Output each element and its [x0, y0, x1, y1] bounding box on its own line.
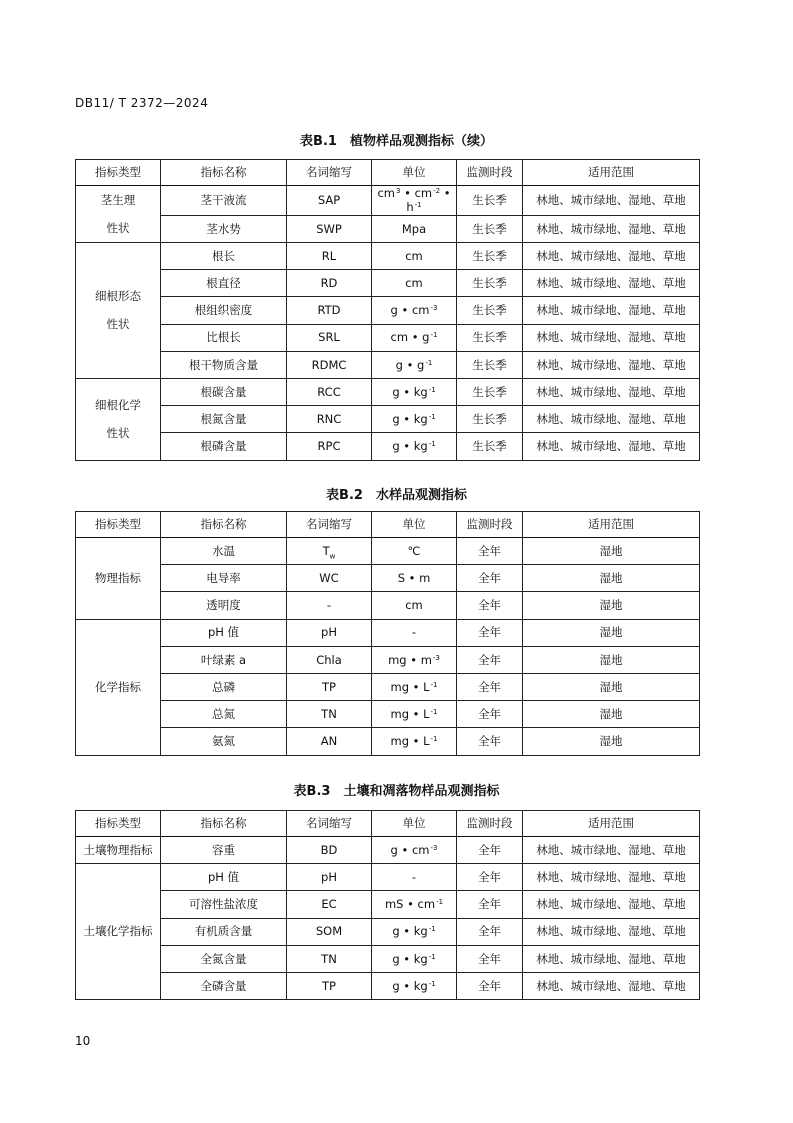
cell-monitoring-period: 全年: [457, 945, 523, 972]
cell-unit: ℃: [372, 538, 457, 565]
cell-monitoring-period: 全年: [457, 673, 523, 700]
cell-abbreviation: RTD: [287, 297, 372, 324]
table-row: [76, 945, 700, 972]
column-header: 监测时段: [457, 512, 523, 538]
column-header: 适用范围: [523, 811, 700, 837]
unit-exponent: -1: [428, 413, 436, 422]
cell-category: 土壤物理指标: [76, 837, 161, 864]
cell-unit: cm: [372, 270, 457, 297]
cell-abbreviation: TN: [287, 701, 372, 728]
table-row: [76, 406, 700, 433]
column-header: 指标名称: [161, 512, 287, 538]
cell-indicator-name: 根干物质含量: [161, 351, 287, 378]
cell-abbreviation: pH: [287, 864, 372, 891]
cell-applicable-scope: 林地、城市绿地、湿地、草地: [523, 406, 700, 433]
cell-applicable-scope: 林地、城市绿地、湿地、草地: [523, 324, 700, 351]
cell-category: [76, 378, 161, 460]
cell-unit: g • $kg^{-1}$: [372, 972, 457, 999]
table-row: [76, 565, 700, 592]
cell-abbreviation: SAP: [287, 186, 372, 216]
cell-unit: g • $cm^{-3}$: [372, 837, 457, 864]
unit-exponent: -3: [430, 304, 438, 313]
cell-applicable-scope: 林地、城市绿地、湿地、草地: [523, 972, 700, 999]
cell-applicable-scope: 林地、城市绿地、湿地、草地: [523, 297, 700, 324]
cell-applicable-scope: 湿地: [523, 592, 700, 619]
unit-exponent: -1: [428, 385, 436, 394]
cell-monitoring-period: 全年: [457, 646, 523, 673]
cell-indicator-name: pH 值: [161, 864, 287, 891]
cell-unit: $cm^3$ • $cm^{-2}$ • $h^{-1}$: [372, 186, 457, 216]
cell-abbreviation: SOM: [287, 918, 372, 945]
column-header: 单位: [372, 160, 457, 186]
cell-abbreviation: SWP: [287, 215, 372, 242]
category-label: 细根化学 性状: [95, 398, 141, 441]
cell-applicable-scope: 林地、城市绿地、湿地、草地: [523, 378, 700, 405]
table-row: [76, 728, 700, 755]
cell-indicator-name: 可溶性盐浓度: [161, 891, 287, 918]
cell-applicable-scope: 林地、城市绿地、湿地、草地: [523, 918, 700, 945]
cell-unit: -: [372, 864, 457, 891]
cell-applicable-scope: 林地、城市绿地、湿地、草地: [523, 433, 700, 460]
cell-unit: g • $kg^{-1}$: [372, 945, 457, 972]
cell-indicator-name: 总氮: [161, 701, 287, 728]
cell-monitoring-period: 全年: [457, 538, 523, 565]
cell-applicable-scope: 湿地: [523, 701, 700, 728]
cell-unit: g • $kg^{-1}$: [372, 433, 457, 460]
table-header-row: [76, 160, 700, 186]
cell-unit: mg • $L^{-1}$: [372, 673, 457, 700]
cell-indicator-name: 有机质含量: [161, 918, 287, 945]
table-row: [76, 891, 700, 918]
cell-unit: g • $kg^{-1}$: [372, 406, 457, 433]
table-b2-title: 表B.2 水样品观测指标: [326, 488, 467, 503]
table-row: [76, 673, 700, 700]
column-header: 适用范围: [523, 512, 700, 538]
table-row: [76, 186, 700, 216]
cell-indicator-name: 根氮含量: [161, 406, 287, 433]
cell-category: 化学指标: [76, 619, 161, 755]
column-header: 名词缩写: [287, 811, 372, 837]
cell-unit: S • m: [372, 565, 457, 592]
abbreviation-subscript: w: [329, 552, 336, 561]
cell-abbreviation: BD: [287, 837, 372, 864]
table-row: [76, 918, 700, 945]
table-row: [76, 837, 700, 864]
column-header: 指标类型: [76, 811, 161, 837]
cell-monitoring-period: 全年: [457, 918, 523, 945]
table-header-row: [76, 512, 700, 538]
table-row: [76, 972, 700, 999]
unit-exponent: -1: [428, 979, 436, 988]
cell-unit: -: [372, 619, 457, 646]
cell-indicator-name: 茎干液流: [161, 186, 287, 216]
table-b2: [75, 511, 700, 756]
table-b1-title: 表B.1 植物样品观测指标（续）: [300, 134, 493, 149]
cell-unit: g • $g^{-1}$: [372, 351, 457, 378]
cell-indicator-name: 根组织密度: [161, 297, 287, 324]
category-label: 茎生理 性状: [100, 193, 136, 235]
cell-applicable-scope: 湿地: [523, 619, 700, 646]
cell-applicable-scope: 湿地: [523, 728, 700, 755]
cell-unit: cm • $g^{-1}$: [372, 324, 457, 351]
cell-indicator-name: 透明度: [161, 592, 287, 619]
cell-monitoring-period: 生长季: [457, 324, 523, 351]
column-header: 适用范围: [523, 160, 700, 186]
cell-abbreviation: RCC: [287, 378, 372, 405]
cell-applicable-scope: 林地、城市绿地、湿地、草地: [523, 351, 700, 378]
table-row: [76, 619, 700, 646]
cell-applicable-scope: 湿地: [523, 565, 700, 592]
cell-abbreviation: EC: [287, 891, 372, 918]
cell-indicator-name: 水温: [161, 538, 287, 565]
cell-abbreviation: RD: [287, 270, 372, 297]
cell-unit: cm: [372, 243, 457, 270]
unit-exponent: -1: [430, 331, 438, 340]
cell-indicator-name: 氨氮: [161, 728, 287, 755]
unit-exponent: -1: [425, 358, 433, 367]
unit-exponent: 3: [396, 187, 401, 196]
cell-applicable-scope: 湿地: [523, 673, 700, 700]
cell-monitoring-period: 生长季: [457, 297, 523, 324]
cell-applicable-scope: 林地、城市绿地、湿地、草地: [523, 891, 700, 918]
table-row: [76, 701, 700, 728]
table-row: [76, 215, 700, 242]
table-row: [76, 646, 700, 673]
cell-applicable-scope: 林地、城市绿地、湿地、草地: [523, 215, 700, 242]
cell-indicator-name: 电导率: [161, 565, 287, 592]
cell-monitoring-period: 生长季: [457, 270, 523, 297]
cell-category: 土壤化学指标: [76, 864, 161, 1000]
cell-applicable-scope: 林地、城市绿地、湿地、草地: [523, 864, 700, 891]
column-header: 指标类型: [76, 160, 161, 186]
cell-monitoring-period: 生长季: [457, 378, 523, 405]
page-number: 10: [75, 1034, 91, 1048]
cell-indicator-name: 总磷: [161, 673, 287, 700]
category-label: 细根形态 性状: [95, 289, 141, 332]
column-header: 单位: [372, 512, 457, 538]
table-row: [76, 270, 700, 297]
cell-monitoring-period: 全年: [457, 972, 523, 999]
cell-indicator-name: pH 值: [161, 619, 287, 646]
cell-abbreviation: RPC: [287, 433, 372, 460]
cell-category: 物理指标: [76, 538, 161, 620]
cell-unit: g • $kg^{-1}$: [372, 918, 457, 945]
cell-abbreviation: $T_w$: [287, 538, 372, 565]
cell-abbreviation: RDMC: [287, 351, 372, 378]
column-header: 指标类型: [76, 512, 161, 538]
cell-unit: cm: [372, 592, 457, 619]
table-b3: [75, 810, 700, 1000]
cell-indicator-name: 茎水势: [161, 215, 287, 242]
unit-exponent: -1: [430, 735, 438, 744]
cell-monitoring-period: 全年: [457, 891, 523, 918]
cell-indicator-name: 根碳含量: [161, 378, 287, 405]
cell-abbreviation: TP: [287, 673, 372, 700]
cell-applicable-scope: 林地、城市绿地、湿地、草地: [523, 837, 700, 864]
cell-abbreviation: Chla: [287, 646, 372, 673]
unit-exponent: -1: [428, 952, 436, 961]
cell-unit: mg • $L^{-1}$: [372, 728, 457, 755]
unit-exponent: -2: [433, 187, 441, 196]
table-row: [76, 592, 700, 619]
cell-monitoring-period: 生长季: [457, 186, 523, 216]
unit-exponent: -3: [430, 843, 438, 852]
cell-indicator-name: 全氮含量: [161, 945, 287, 972]
cell-unit: mg • $L^{-1}$: [372, 701, 457, 728]
unit-exponent: -1: [414, 201, 422, 210]
cell-abbreviation: AN: [287, 728, 372, 755]
table-row: [76, 378, 700, 405]
cell-unit: Mpa: [372, 215, 457, 242]
cell-monitoring-period: 生长季: [457, 215, 523, 242]
table-row: [76, 243, 700, 270]
table-header-row: [76, 811, 700, 837]
unit-exponent: -1: [428, 440, 436, 449]
cell-indicator-name: 叶绿素 a: [161, 646, 287, 673]
cell-indicator-name: 根长: [161, 243, 287, 270]
table-row: [76, 433, 700, 460]
unit-exponent: -1: [436, 898, 444, 907]
column-header: 指标名称: [161, 160, 287, 186]
cell-abbreviation: TP: [287, 972, 372, 999]
cell-abbreviation: RNC: [287, 406, 372, 433]
unit-exponent: -1: [430, 680, 438, 689]
cell-unit: mg • $m^{-3}$: [372, 646, 457, 673]
table-row: [76, 538, 700, 565]
column-header: 单位: [372, 811, 457, 837]
column-header: 名词缩写: [287, 512, 372, 538]
table-b1: [75, 159, 700, 461]
unit-exponent: -1: [428, 925, 436, 934]
column-header: 监测时段: [457, 811, 523, 837]
cell-abbreviation: SRL: [287, 324, 372, 351]
cell-indicator-name: 全磷含量: [161, 972, 287, 999]
cell-monitoring-period: 全年: [457, 864, 523, 891]
cell-monitoring-period: 生长季: [457, 351, 523, 378]
cell-indicator-name: 比根长: [161, 324, 287, 351]
cell-monitoring-period: 全年: [457, 837, 523, 864]
cell-applicable-scope: 林地、城市绿地、湿地、草地: [523, 186, 700, 216]
cell-monitoring-period: 全年: [457, 701, 523, 728]
cell-monitoring-period: 全年: [457, 728, 523, 755]
cell-monitoring-period: 生长季: [457, 433, 523, 460]
cell-applicable-scope: 林地、城市绿地、湿地、草地: [523, 243, 700, 270]
cell-indicator-name: 容重: [161, 837, 287, 864]
cell-abbreviation: -: [287, 592, 372, 619]
table-row: [76, 297, 700, 324]
cell-unit: g • $kg^{-1}$: [372, 378, 457, 405]
table-row: [76, 351, 700, 378]
cell-applicable-scope: 湿地: [523, 538, 700, 565]
table-row: [76, 864, 700, 891]
cell-applicable-scope: 林地、城市绿地、湿地、草地: [523, 270, 700, 297]
cell-abbreviation: pH: [287, 619, 372, 646]
cell-monitoring-period: 全年: [457, 592, 523, 619]
table-b3-title: 表B.3 土壤和凋落物样品观测指标: [293, 784, 500, 799]
cell-abbreviation: TN: [287, 945, 372, 972]
unit-exponent: -1: [430, 708, 438, 717]
column-header: 指标名称: [161, 811, 287, 837]
cell-monitoring-period: 生长季: [457, 406, 523, 433]
cell-indicator-name: 根磷含量: [161, 433, 287, 460]
table-row: [76, 324, 700, 351]
cell-monitoring-period: 全年: [457, 619, 523, 646]
cell-applicable-scope: 林地、城市绿地、湿地、草地: [523, 945, 700, 972]
cell-unit: g • $cm^{-3}$: [372, 297, 457, 324]
cell-monitoring-period: 全年: [457, 565, 523, 592]
cell-abbreviation: RL: [287, 243, 372, 270]
cell-indicator-name: 根直径: [161, 270, 287, 297]
cell-unit: mS • $cm^{-1}$: [372, 891, 457, 918]
cell-monitoring-period: 生长季: [457, 243, 523, 270]
cell-category: [76, 186, 161, 243]
document-code: DB11/ T 2372—2024: [75, 96, 209, 110]
cell-abbreviation: WC: [287, 565, 372, 592]
column-header: 监测时段: [457, 160, 523, 186]
unit-exponent: -3: [432, 653, 440, 662]
column-header: 名词缩写: [287, 160, 372, 186]
cell-applicable-scope: 湿地: [523, 646, 700, 673]
cell-category: [76, 243, 161, 379]
